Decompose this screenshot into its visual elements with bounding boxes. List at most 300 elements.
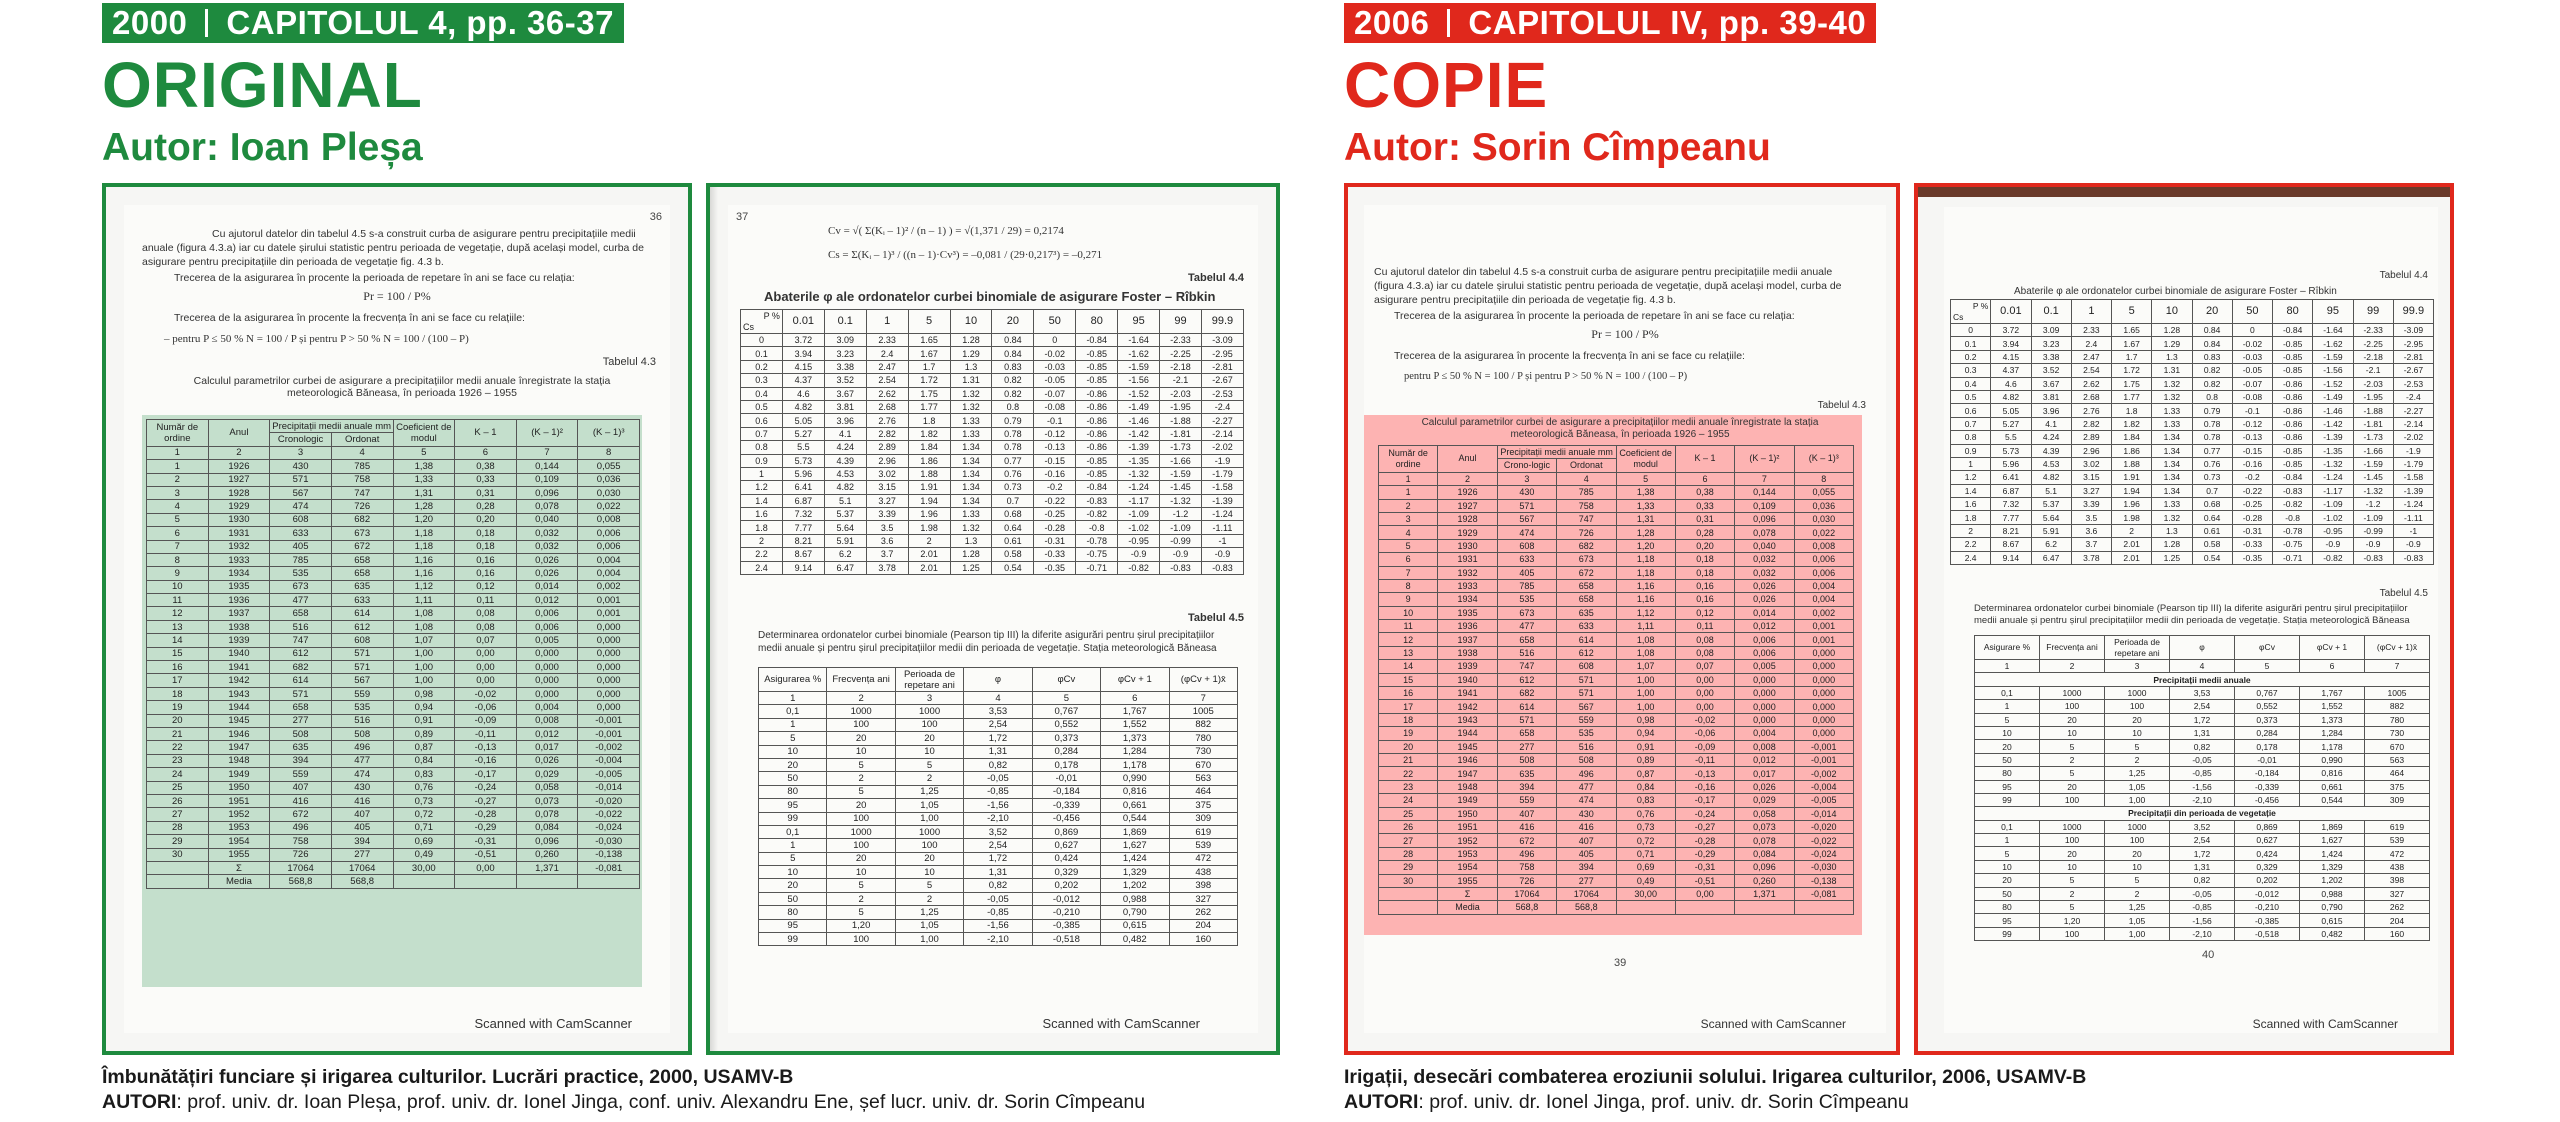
table-cell: 3.5 — [866, 521, 908, 534]
table-cell: 1.31 — [2152, 364, 2192, 377]
table-cell: 1934 — [208, 567, 270, 580]
table-cell: 0,006 — [1735, 633, 1794, 646]
table-cell: 10 — [2040, 860, 2105, 873]
table-cell: 516 — [270, 620, 332, 633]
table-cell: 1,373 — [2300, 713, 2365, 726]
table-cell: 6.41 — [782, 481, 824, 494]
table-cell: 3.72 — [782, 334, 824, 347]
table-cell: -2,10 — [2170, 793, 2235, 806]
table-cell: -0,020 — [578, 794, 640, 807]
column-number: 4 — [2170, 660, 2235, 673]
table-cell: 1,627 — [2300, 834, 2365, 847]
table-row — [147, 553, 640, 566]
table-cell: 3.39 — [2071, 498, 2111, 511]
table-cell: 20 — [2040, 847, 2105, 860]
table-cell: 0,000 — [1794, 727, 1853, 740]
table-row — [759, 866, 1238, 879]
table-row — [1975, 700, 2430, 713]
table-caption: Calculul parametrilor curbei de asigurare a precipitațiilor medii anuale înregistrate la stația meteorologică Băneasa, în perioada 1926 – 1955 — [193, 375, 611, 399]
table-cell: 19 — [147, 701, 209, 714]
table-cell: 1935 — [1438, 606, 1497, 619]
table-cell: 0,000 — [578, 634, 640, 647]
table-row — [1379, 727, 1854, 740]
table-cell: 780 — [1169, 732, 1237, 745]
table-cell: 1,869 — [1101, 825, 1169, 838]
table-cell: 0,72 — [393, 808, 455, 821]
table-cell: 3.02 — [866, 467, 908, 480]
table-cell — [1794, 901, 1853, 914]
table-cell: -2.25 — [2353, 337, 2393, 350]
table-cell: 5 — [1975, 847, 2040, 860]
table-cell: 1.32 — [950, 521, 992, 534]
table-cell: 1928 — [1438, 512, 1497, 525]
column-number: 7 — [516, 446, 578, 459]
table-cell: -0.82 — [1118, 561, 1160, 574]
table-cell: 6.2 — [2031, 538, 2071, 551]
table-cell: 1,72 — [964, 732, 1032, 745]
table-cell: 0.58 — [992, 548, 1034, 561]
table-row — [147, 674, 640, 687]
column-group-header: Precipitații medii anuale mm — [270, 420, 393, 433]
table-row — [1975, 860, 2430, 873]
original-column — [102, 0, 1352, 1122]
table-row — [1951, 431, 2434, 444]
table-row — [741, 534, 1244, 547]
table-cell: 608 — [270, 513, 332, 526]
table-cell: 80 — [1975, 901, 2040, 914]
table-cell: 1 — [1951, 457, 1991, 470]
table-cell: -2.4 — [1201, 400, 1243, 413]
table-cell: 1,371 — [516, 861, 578, 874]
table-cell: 0 — [741, 334, 783, 347]
table-cell: 1,329 — [2300, 860, 2365, 873]
table-cell: 1,08 — [1616, 646, 1675, 659]
table-cell: 3.02 — [2071, 457, 2111, 470]
table-cell: -1.81 — [2353, 417, 2393, 430]
table-cell: 0.61 — [992, 534, 1034, 547]
table-cell: 0 — [1951, 324, 1991, 337]
table-cell: 1,16 — [393, 567, 455, 580]
table-cell: -0.9 — [1201, 548, 1243, 561]
table-cell: 0,084 — [1735, 847, 1794, 860]
table-cell: -1.58 — [1201, 481, 1243, 494]
original-page-37-panel — [706, 183, 1280, 1055]
column-number: 4 — [1557, 472, 1616, 485]
table-cell: 0,07 — [455, 634, 517, 647]
table-cell: -0.02 — [1034, 347, 1076, 360]
table-cell: 0.78 — [992, 441, 1034, 454]
column-header: 0.01 — [1991, 300, 2031, 324]
table-cell: 0,109 — [516, 473, 578, 486]
table-cell: 0,16 — [1675, 593, 1734, 606]
table-cell: -1.56 — [2313, 364, 2353, 377]
table-cell: -1.52 — [1118, 387, 1160, 400]
column-header: 1 — [866, 310, 908, 334]
table-cell: -0,85 — [2170, 901, 2235, 914]
table-cell: -1.59 — [1118, 360, 1160, 373]
table-cell: 4.15 — [782, 360, 824, 373]
table-cell: -2.27 — [2393, 404, 2433, 417]
table-cell: -1.09 — [1160, 521, 1202, 534]
table-cell — [455, 875, 517, 888]
table-cell: 394 — [1557, 861, 1616, 874]
table-row — [1379, 566, 1854, 579]
table-cell: -1.95 — [1160, 400, 1202, 413]
table-cell: -1.81 — [1160, 427, 1202, 440]
table-cell: 0,040 — [1735, 539, 1794, 552]
table-cell: 0,004 — [1735, 727, 1794, 740]
column-number: 4 — [964, 692, 1032, 705]
table-cell: 5 — [827, 906, 895, 919]
table-cell: 614 — [331, 607, 393, 620]
table-cell: -0.86 — [2273, 417, 2313, 430]
table-cell: 730 — [1169, 745, 1237, 758]
table-cell: 2.62 — [866, 387, 908, 400]
table-row — [147, 473, 640, 486]
table-cell: 1,08 — [393, 607, 455, 620]
table-cell: 394 — [331, 835, 393, 848]
table-cell: 0,026 — [1735, 593, 1794, 606]
table-row — [147, 848, 640, 861]
table-cell: 3.39 — [866, 508, 908, 521]
table-cell: 5.73 — [1991, 444, 2031, 457]
table-cell: 635 — [270, 741, 332, 754]
table-cell: 1.94 — [908, 494, 950, 507]
table-cell: 1.34 — [2152, 457, 2192, 470]
table-cell: 0,49 — [1616, 874, 1675, 887]
table-row — [147, 875, 640, 888]
table-cell: -0.86 — [2273, 377, 2313, 390]
table-row — [741, 334, 1244, 347]
table-cell: 0,000 — [578, 661, 640, 674]
column-header: 80 — [2273, 300, 2313, 324]
table-cell: -0.75 — [1076, 548, 1118, 561]
table-cell: 1.3 — [2152, 350, 2192, 363]
column-number: 4 — [331, 446, 393, 459]
table-cell: 559 — [331, 687, 393, 700]
copy-page-40-panel — [1914, 183, 2454, 1055]
table-cell: 658 — [1497, 633, 1556, 646]
column-header: φCv — [2235, 636, 2300, 660]
table-row — [147, 527, 640, 540]
table-cell: 3.78 — [866, 561, 908, 574]
table-cell: 5.1 — [824, 494, 866, 507]
table-cell: 0,373 — [2235, 713, 2300, 726]
table-cell: 5 — [2105, 874, 2170, 887]
table-cell: 1,00 — [2105, 793, 2170, 806]
table-cell: 1,25 — [2105, 767, 2170, 780]
table-cell: 2.96 — [2071, 444, 2111, 457]
table-cell: 15 — [1379, 673, 1438, 686]
table-cell: 0,005 — [1735, 660, 1794, 673]
table-cell: 0,08 — [455, 620, 517, 633]
column-number: 1 — [147, 446, 209, 459]
camscanner-watermark: Scanned with CamScanner — [2252, 1017, 2398, 1031]
table-cell: 0.54 — [992, 561, 1034, 574]
table-cell: 20 — [1379, 740, 1438, 753]
table-cell: 1939 — [1438, 660, 1497, 673]
table-cell: 5 — [759, 852, 827, 865]
table-row — [1379, 660, 1854, 673]
table-cell: -0,09 — [1675, 740, 1734, 753]
table-cell: 0,00 — [455, 661, 517, 674]
table-cell: 1,72 — [964, 852, 1032, 865]
table-cell: 1935 — [208, 580, 270, 593]
table-row — [1975, 726, 2430, 739]
scanned-page — [728, 205, 1258, 1033]
table-cell: 20 — [895, 852, 963, 865]
table-cell: -0.22 — [1034, 494, 1076, 507]
table-cell: 0,005 — [516, 634, 578, 647]
column-header: 99.9 — [1201, 310, 1243, 334]
table-cell: -0.08 — [2232, 390, 2272, 403]
table-cell: 1.98 — [908, 521, 950, 534]
table-row — [147, 540, 640, 553]
table-cell: 20 — [2105, 713, 2170, 726]
table-cell: 539 — [2365, 834, 2430, 847]
table-cell: -0.8 — [1076, 521, 1118, 534]
table-cell: 1947 — [1438, 767, 1497, 780]
table-cell: 375 — [1169, 799, 1237, 812]
authors-label: AUTORI — [102, 1091, 177, 1113]
table-cell: 0,91 — [1616, 740, 1675, 753]
table-cell: 0,816 — [1101, 785, 1169, 798]
table-cell: 1,202 — [2300, 874, 2365, 887]
table-cell: 0,006 — [578, 540, 640, 553]
table-cell: 559 — [1557, 713, 1616, 726]
column-header: 99 — [2353, 300, 2393, 324]
table-cell: 1,28 — [393, 500, 455, 513]
relation-text: Trecerea de la asigurarea în procente la perioada de repetare în ani se face cu relația: — [1394, 310, 1795, 322]
table-row — [741, 427, 1244, 440]
table-cell: 23 — [1379, 780, 1438, 793]
table-cell: -0.78 — [2273, 524, 2313, 537]
table-cell: 571 — [270, 687, 332, 700]
table-cell: 682 — [1497, 687, 1556, 700]
table-cell: 508 — [1497, 753, 1556, 766]
table-cell: -1.9 — [1201, 454, 1243, 467]
table-row — [1975, 834, 2430, 847]
table-cell: 1948 — [208, 754, 270, 767]
table-cell: 5 — [2105, 740, 2170, 753]
table-cell: -0,005 — [1794, 794, 1853, 807]
table-cell: -0.22 — [2232, 484, 2272, 497]
table-cell: 1,178 — [2300, 740, 2365, 753]
table-cell: 3.15 — [866, 481, 908, 494]
table-cell: -0.12 — [2232, 417, 2272, 430]
table-cell: 3.27 — [2071, 484, 2111, 497]
table-cell: -0,28 — [455, 808, 517, 821]
table-cell: 568,8 — [1557, 901, 1616, 914]
table2-caption: Determinarea ordonatelor curbei binomiale (Pearson tip III) la diferite asigurări pentru șirul precipitațiilor medii anuale și pentru șirul precipitațiilor medii din perioada de vegetație. Stația meteorologică Băneasa — [1974, 603, 2410, 626]
table-cell: 7.32 — [1991, 498, 2031, 511]
table-cell: 398 — [1169, 879, 1237, 892]
table-cell: 1.28 — [2152, 324, 2192, 337]
table-cell: -0.86 — [2273, 404, 2313, 417]
table-cell: 0,029 — [516, 768, 578, 781]
table-cell: 571 — [1497, 499, 1556, 512]
table-cell: 20 — [827, 732, 895, 745]
table-cell: 472 — [1169, 852, 1237, 865]
copy-chapter: CAPITOLUL IV, pp. 39-40 — [1468, 4, 1867, 41]
table-cell: 50 — [759, 892, 827, 905]
table-row — [1975, 874, 2430, 887]
table-cell: -1.32 — [1118, 467, 1160, 480]
table-cell: 1.34 — [950, 441, 992, 454]
table-cell: 0.77 — [2192, 444, 2232, 457]
table-cell: -0,28 — [1675, 834, 1734, 847]
table-cell: 1954 — [208, 835, 270, 848]
table-cell: 1938 — [1438, 646, 1497, 659]
table-cell: -0.13 — [2232, 431, 2272, 444]
table-cell: 28 — [147, 821, 209, 834]
column-number: 7 — [1169, 692, 1237, 705]
table-cell: 0,001 — [1794, 620, 1853, 633]
table-cell: 27 — [147, 808, 209, 821]
table-row — [147, 794, 640, 807]
table-cell: 1,38 — [393, 460, 455, 473]
table-cell: 0,615 — [2300, 914, 2365, 927]
table-row — [147, 687, 640, 700]
table-cell: -0.84 — [2273, 471, 2313, 484]
table-cell: 11 — [1379, 620, 1438, 633]
table-cell: 10 — [759, 745, 827, 758]
table-cell: 1952 — [1438, 834, 1497, 847]
frequency-text: Trecerea de la asigurarea în procente la frecvența în ani se face cu relațiile: — [174, 312, 525, 324]
table-cell: 559 — [270, 768, 332, 781]
table-cell: 0,012 — [516, 594, 578, 607]
table-cell: 1.33 — [950, 427, 992, 440]
table-cell: 1,202 — [1101, 879, 1169, 892]
table-cell: 407 — [1557, 834, 1616, 847]
table-cell: 0,032 — [1735, 553, 1794, 566]
table-cell: -1.73 — [2353, 431, 2393, 444]
table-cell: 1,767 — [1101, 705, 1169, 718]
table-cell: 18 — [1379, 713, 1438, 726]
table-cell: -1.24 — [2393, 498, 2433, 511]
table-cell: 0.2 — [741, 360, 783, 373]
table-cell: -0,138 — [578, 848, 640, 861]
table-cell: 6 — [1379, 553, 1438, 566]
table-cell: 1000 — [2040, 686, 2105, 699]
table-cell: 4.82 — [2031, 471, 2071, 484]
table-cell: 474 — [1497, 526, 1556, 539]
table-cell: 1.28 — [950, 334, 992, 347]
table-cell: 0,000 — [516, 647, 578, 660]
table1-caption: Abaterile φ ale ordonatelor curbei binomiale de asigurare Foster – Rîbkin — [2014, 286, 2337, 297]
table-cell: 1 — [147, 460, 209, 473]
column-header: φCv + 1 — [1101, 668, 1169, 692]
table-cell: 614 — [1557, 633, 1616, 646]
table-cell: 472 — [2365, 847, 2430, 860]
scanned-page — [1944, 207, 2438, 1033]
table-row — [147, 741, 640, 754]
table-cell: 0,00 — [455, 861, 517, 874]
table-cell: 0,790 — [2300, 901, 2365, 914]
table-cell: 2.47 — [2071, 350, 2111, 363]
table-cell: -0,184 — [2235, 767, 2300, 780]
table-cell: 0,11 — [1675, 620, 1734, 633]
table-cell: 0,00 — [1675, 687, 1734, 700]
table-cell: 0,18 — [455, 540, 517, 553]
table-cell: 1933 — [208, 553, 270, 566]
table-cell: 1.77 — [2112, 390, 2152, 403]
table-cell: -0.15 — [2232, 444, 2272, 457]
table-cell: -0.12 — [1034, 427, 1076, 440]
table-cell: 1.25 — [2152, 551, 2192, 564]
table-cell: 1,00 — [1616, 700, 1675, 713]
table-cell: 496 — [331, 741, 393, 754]
table-cell: 1.8 — [741, 521, 783, 534]
original-page-36-panel — [102, 183, 692, 1055]
table-cell: 6.47 — [824, 561, 866, 574]
table-cell: 1,329 — [1101, 866, 1169, 879]
column-header: 80 — [1076, 310, 1118, 334]
table-cell: 99 — [1975, 927, 2040, 940]
table-cell: -0,02 — [1675, 713, 1734, 726]
column-number-row — [1975, 660, 2430, 673]
table-cell: 100 — [895, 839, 963, 852]
table-cell: 571 — [1557, 673, 1616, 686]
table-cell: 375 — [2365, 780, 2430, 793]
table-cell: 2,54 — [2170, 834, 2235, 847]
table-cell: 0,82 — [964, 758, 1032, 771]
table-cell: 4.24 — [2031, 431, 2071, 444]
copy-page-39-panel — [1344, 183, 1900, 1055]
table-cell: 0,424 — [2235, 847, 2300, 860]
table-cell: -1.09 — [1118, 508, 1160, 521]
table-cell: 0,28 — [1675, 526, 1734, 539]
table-cell: 3.38 — [824, 360, 866, 373]
table-cell: 0.78 — [992, 427, 1034, 440]
table-cell: 1931 — [1438, 553, 1497, 566]
table-cell: 100 — [2040, 700, 2105, 713]
table-row — [1951, 511, 2434, 524]
table-cell: -1.64 — [1118, 334, 1160, 347]
table-cell: 758 — [331, 473, 393, 486]
table-cell: 0,078 — [1735, 834, 1794, 847]
table-cell: 1 — [1975, 834, 2040, 847]
table-cell: 2 — [1951, 524, 1991, 537]
table-cell: 0,022 — [1794, 526, 1853, 539]
table-cell: 1,767 — [2300, 686, 2365, 699]
table-cell: 1.25 — [950, 561, 992, 574]
table-cell: -1.35 — [1118, 454, 1160, 467]
table-cell: 5 — [827, 758, 895, 771]
table-cell: 672 — [1497, 834, 1556, 847]
column-header: (K – 1)³ — [1794, 446, 1853, 473]
table-cell: 1.2 — [741, 481, 783, 494]
table-cell: 99 — [1975, 793, 2040, 806]
table-cell: 416 — [331, 794, 393, 807]
table-cell: 571 — [1497, 713, 1556, 726]
table-row — [1379, 713, 1854, 726]
table-cell: 9.14 — [1991, 551, 2031, 564]
table-cell: 474 — [1557, 794, 1616, 807]
table-cell: 0,002 — [1794, 606, 1853, 619]
table-cell: -0.86 — [2273, 431, 2313, 444]
table-cell: 0.64 — [992, 521, 1034, 534]
table-cell: 0,16 — [455, 553, 517, 566]
table-cell: 0,615 — [1101, 919, 1169, 932]
table-cell: 1,627 — [1101, 839, 1169, 852]
table-cell: 464 — [1169, 785, 1237, 798]
table-cell: 0,72 — [1616, 834, 1675, 847]
table-cell: 20 — [827, 852, 895, 865]
table-row — [759, 839, 1238, 852]
table-cell: -0.16 — [2232, 457, 2272, 470]
table-cell: 0,1 — [759, 825, 827, 838]
